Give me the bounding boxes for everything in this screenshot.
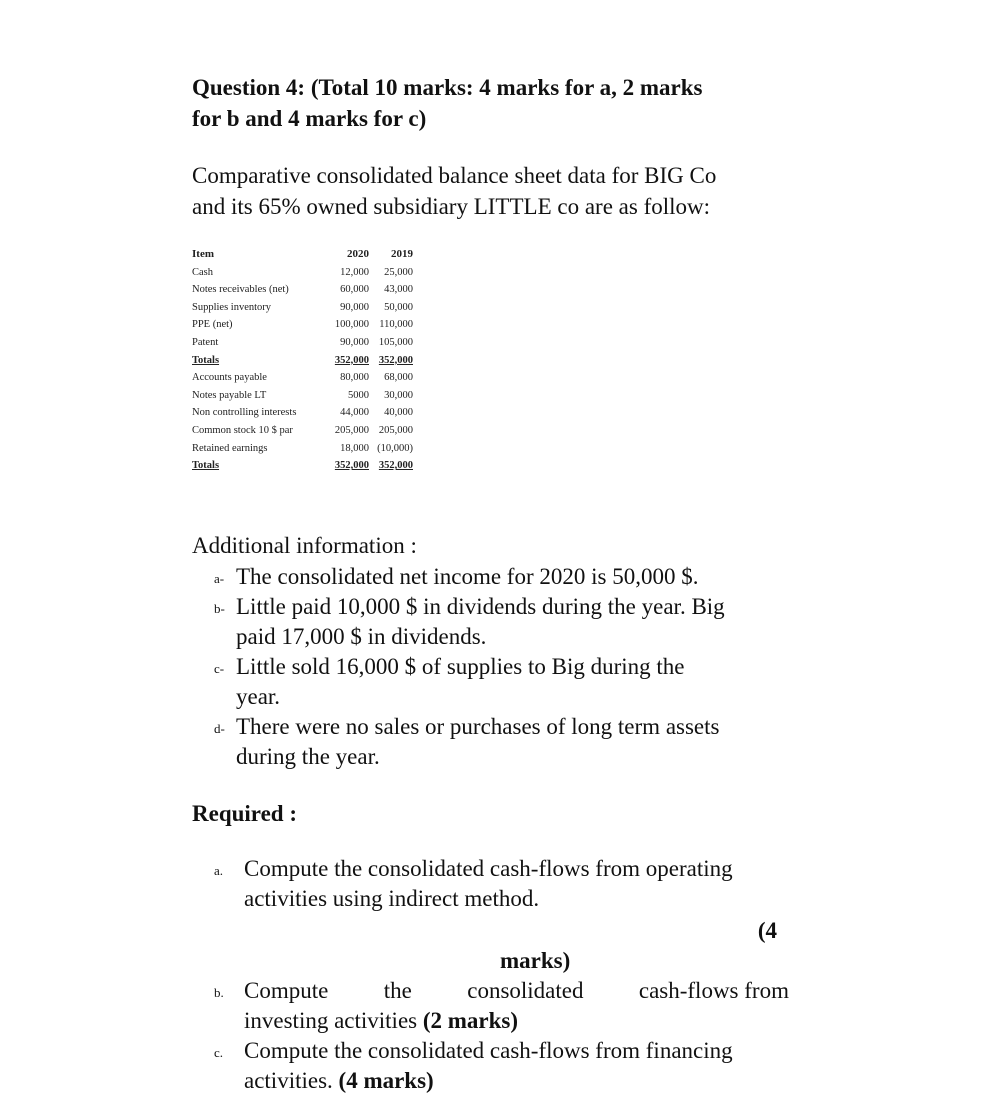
row-label: PPE (net) <box>192 319 233 331</box>
info-line-2: paid 17,000 $ in dividends. <box>236 624 487 649</box>
required-item-b <box>214 976 789 1036</box>
table-row <box>190 281 413 299</box>
row-label: Cash <box>192 266 213 278</box>
header-item: Item <box>192 248 214 260</box>
value-2019: 30,000 <box>384 389 413 401</box>
required-item-c <box>214 1036 789 1096</box>
required-c-marks: (4 marks) <box>338 1068 434 1093</box>
intro-line-1: Comparative consolidated balance sheet data for BIG Co <box>192 163 717 188</box>
item-marker: b. <box>214 985 224 1000</box>
additional-info-list <box>214 562 789 772</box>
value-2020: 352,000 <box>334 460 369 472</box>
info-line-1: The consolidated net income for 2020 is 50,000 $. <box>236 564 699 589</box>
row-label: Common stock 10 $ par <box>192 424 293 436</box>
word: cash-flows from <box>638 978 789 1003</box>
row-label: Patent <box>192 336 219 348</box>
table-row <box>190 404 413 422</box>
word: the <box>383 978 412 1003</box>
item-marker: c- <box>214 661 225 676</box>
value-2020: 100,000 <box>334 319 369 331</box>
value-2020: 205,000 <box>334 424 369 436</box>
value-2020: 44,000 <box>340 407 369 419</box>
table-row <box>190 264 413 282</box>
value-2019: (10,000) <box>377 442 413 454</box>
info-line-2: during the year. <box>236 744 380 769</box>
row-label: Retained earnings <box>192 442 268 454</box>
value-2019: 25,000 <box>384 266 413 278</box>
table-row <box>190 457 413 475</box>
value-2019: 68,000 <box>384 372 413 384</box>
additional-info-item <box>214 592 789 652</box>
value-2019: 105,000 <box>378 336 413 348</box>
required-c-text: activities. <box>244 1068 339 1093</box>
required-b-text: investing activities <box>244 1008 423 1033</box>
value-2020: 90,000 <box>340 336 369 348</box>
value-2019: 110,000 <box>379 319 413 331</box>
info-line-1: Little sold 16,000 $ of supplies to Big during the <box>236 654 685 679</box>
required-title: Required : <box>192 801 297 826</box>
table-header-row <box>190 246 413 264</box>
table-row <box>190 299 413 317</box>
required-b-line-1 <box>244 976 789 1006</box>
item-marker: d- <box>214 721 225 736</box>
required-list <box>214 854 789 1096</box>
table-row <box>190 352 413 370</box>
info-line-1: Little paid 10,000 $ in dividends during the year. Big <box>236 594 725 619</box>
value-2019: 205,000 <box>378 424 413 436</box>
value-2019: 50,000 <box>384 301 413 313</box>
value-2019: 352,000 <box>378 460 413 472</box>
required-c-line-1: Compute the consolidated cash-flows from financing <box>244 1038 733 1063</box>
value-2020: 18,000 <box>340 442 369 454</box>
value-2019: 43,000 <box>384 284 413 296</box>
row-label: Notes payable LT <box>192 389 267 401</box>
table-row <box>190 440 413 458</box>
word: Compute <box>244 978 329 1003</box>
intro-paragraph <box>192 160 716 222</box>
value-2020: 80,000 <box>340 372 369 384</box>
question-title-line-1: Question 4: (Total 10 marks: 4 marks for a, 2 marks <box>192 75 703 100</box>
table-row <box>190 316 413 334</box>
value-2019: 352,000 <box>378 354 413 366</box>
marks-open: (4 <box>757 918 777 943</box>
additional-info-item <box>214 652 789 712</box>
row-label: Supplies inventory <box>192 301 272 313</box>
additional-info-title: Additional information : <box>192 533 417 558</box>
required-c-line-2 <box>244 1066 789 1096</box>
value-2020: 90,000 <box>340 301 369 313</box>
balance-sheet-table <box>190 246 413 475</box>
additional-info-item <box>214 712 789 772</box>
value-2020: 5000 <box>348 389 369 401</box>
info-line-1: There were no sales or purchases of long term assets <box>236 714 720 739</box>
value-2019: 40,000 <box>384 407 413 419</box>
required-a-line-2: activities using indirect method. <box>244 886 540 911</box>
item-marker: a- <box>214 571 225 586</box>
required-a-marks <box>244 914 789 976</box>
table-row <box>190 369 413 387</box>
required-b-line-2 <box>244 1006 789 1036</box>
intro-line-2: and its 65% owned subsidiary LITTLE co are as follow: <box>192 194 711 219</box>
header-2019: 2019 <box>391 248 413 260</box>
item-marker: a. <box>214 863 224 878</box>
row-label: Totals <box>192 354 220 366</box>
word: consolidated <box>467 978 584 1003</box>
item-marker: b- <box>214 601 225 616</box>
value-2020: 352,000 <box>334 354 369 366</box>
required-b-marks: (2 marks) <box>422 1008 519 1033</box>
table-row <box>190 387 413 405</box>
required-item-a <box>214 854 789 976</box>
row-label: Notes receivables (net) <box>192 284 289 296</box>
value-2020: 60,000 <box>340 284 369 296</box>
row-label: Totals <box>192 460 220 472</box>
row-label: Non controlling interests <box>192 407 297 419</box>
required-a-line-1: Compute the consolidated cash-flows from operating <box>244 856 733 881</box>
table-row <box>190 422 413 440</box>
marks-close: marks) <box>500 948 571 973</box>
value-2020: 12,000 <box>340 266 369 278</box>
table-row <box>190 334 413 352</box>
question-title <box>192 72 702 134</box>
header-2020: 2020 <box>347 248 369 260</box>
info-line-2: year. <box>236 684 281 709</box>
question-title-line-2: for b and 4 marks for c) <box>192 106 427 131</box>
item-marker: c. <box>214 1045 224 1060</box>
row-label: Accounts payable <box>192 372 267 384</box>
additional-info-item <box>214 562 789 592</box>
